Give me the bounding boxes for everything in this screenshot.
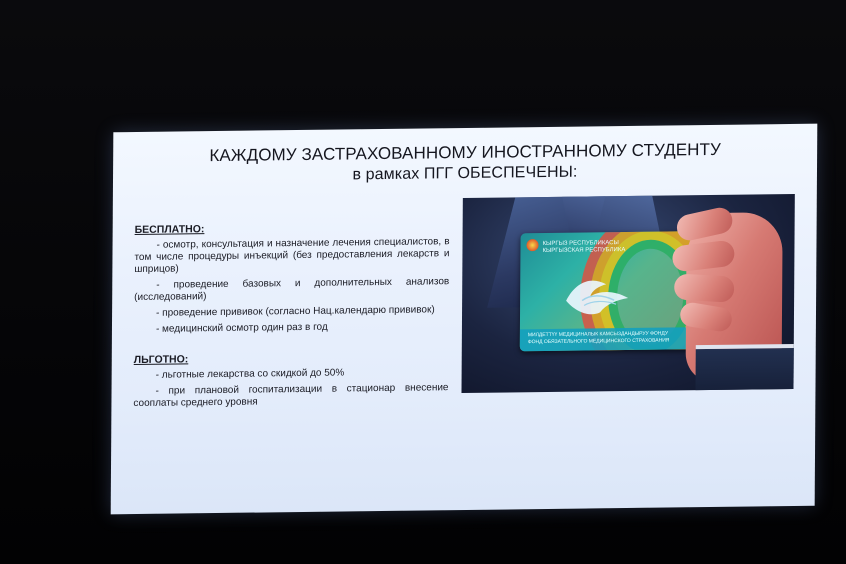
free-item-consultation: - осмотр, консультация и назначение лечения специалистов, в том числе процедуры инъекций (без предоставления лекарств и шприцов) — [134, 236, 450, 276]
jacket-sleeve — [695, 344, 794, 393]
card-footer-line-2: ФОНД ОБЯЗАТЕЛЬНОГО МЕДИЦИНСКОГО СТРАХОВАНИЯ — [527, 337, 670, 346]
discount-item-medicines: - льготные лекарства со скидкой до 50% — [155, 367, 345, 381]
discount-item-hospitalization: - при плановой госпитализации в стационар внесение сооплаты среднего уровня — [133, 382, 449, 410]
bird-logo-icon — [562, 270, 632, 319]
card-header-line-2: КЫРГЫЗСКАЯ РЕСПУБЛИКА — [542, 247, 626, 255]
slide-title-line-2: в рамках ПГГ ОБЕСПЕЧЕНЫ: — [352, 163, 578, 184]
free-section-heading: БЕСПЛАТНО: — [134, 223, 205, 237]
card-header-text — [542, 240, 625, 255]
discount-section-heading: ЛЬГОТНО: — [133, 353, 189, 367]
insurance-card — [520, 231, 693, 351]
hand-finger — [673, 273, 735, 302]
free-item-analyses: - проведение базовых и дополнительных анализов (исследований) — [134, 276, 450, 304]
slide-title — [113, 138, 817, 189]
card-footer-line-1: МИЛДЕТТҮҮ МЕДИЦИНАЛЫК КАМСЫЗДАНДЫРУУ ФОНДУ — [527, 330, 669, 339]
insurance-card-photo — [461, 194, 794, 393]
projected-slide — [111, 124, 818, 515]
benefits-text — [133, 220, 449, 414]
free-item-vaccinations: - проведение прививок (согласно Нац.календарю прививок) — [156, 304, 435, 319]
free-item-checkup: - медицинский осмотр один раз в год — [155, 321, 328, 335]
card-footer-text — [520, 327, 692, 351]
slide-title-line-1: КАЖДОМУ ЗАСТРАХОВАННОМУ ИНОСТРАННОМУ СТУДЕНТУ — [209, 139, 722, 166]
state-emblem-icon — [526, 239, 538, 251]
card-header-line-1: КЫРГЫЗ РЕСПУБЛИКАСЫ — [542, 240, 619, 248]
